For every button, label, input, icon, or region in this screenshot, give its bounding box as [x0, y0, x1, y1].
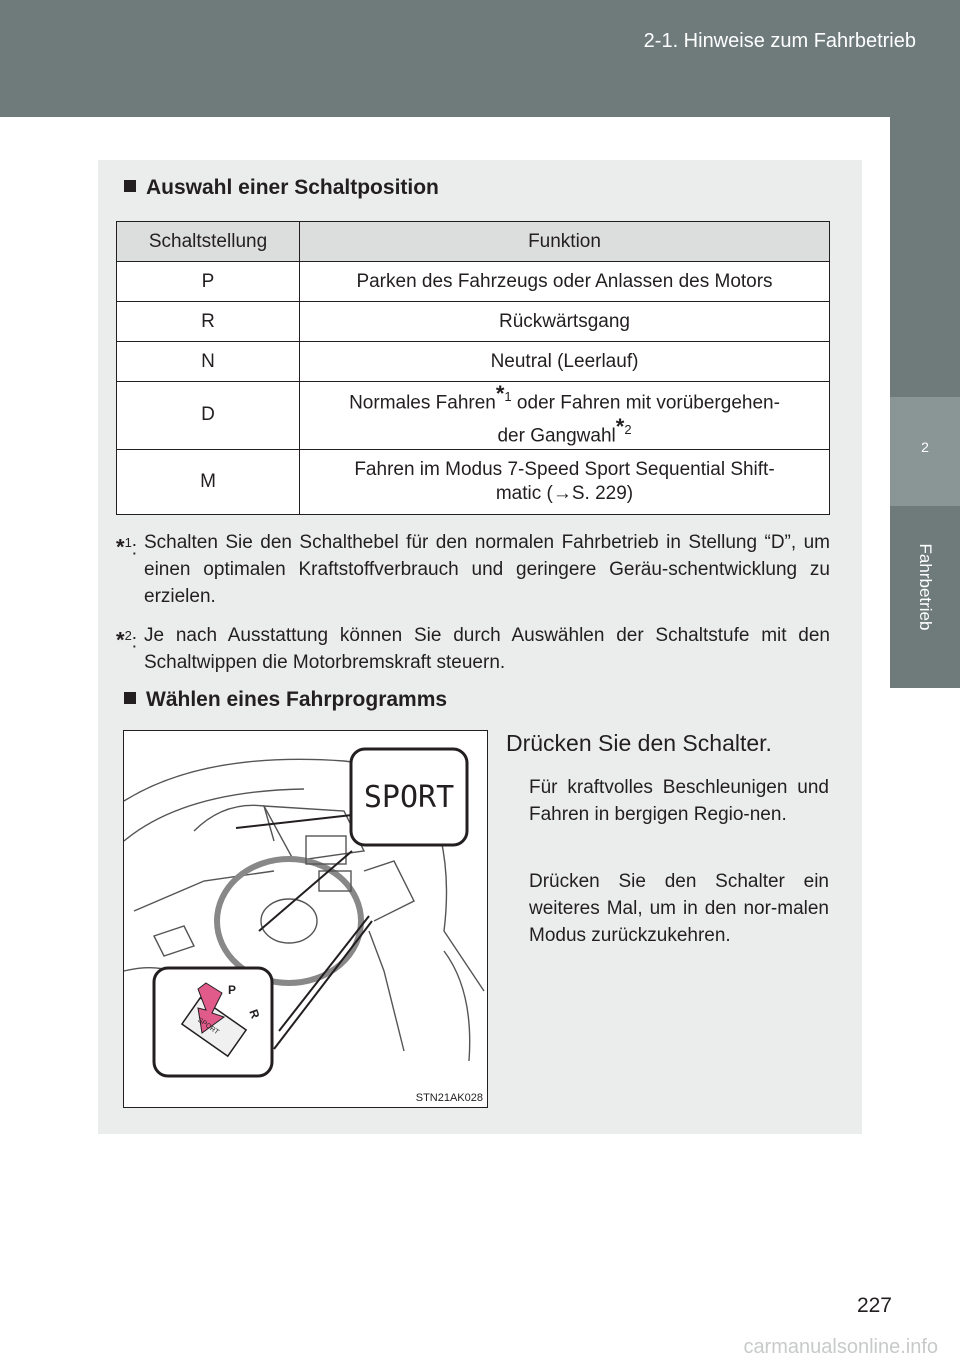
footnote-2	[116, 622, 830, 676]
table-header-row	[117, 222, 830, 262]
function-text: oder Fahren mit vorübergehen-	[511, 392, 780, 414]
footnote-marker: *$^2$:	[116, 627, 138, 653]
table-row	[117, 302, 830, 342]
chapter-label: Fahrbetrieb	[916, 543, 935, 631]
page-number: 227	[856, 1294, 892, 1317]
letter-p: P	[228, 983, 237, 997]
function-text: Normales Fahren	[349, 392, 496, 414]
section-heading-text: Auswahl einer Schaltposition	[146, 176, 439, 199]
sport-label: SPORT	[363, 779, 455, 815]
chapter-title: 2-1. Hinweise zum Fahrbetrieb	[643, 30, 916, 52]
cell-function	[300, 382, 830, 450]
table-row	[117, 449, 830, 514]
footnote-star-icon: *	[116, 534, 125, 560]
cell-function	[300, 449, 830, 514]
table-row	[117, 342, 830, 382]
step-paragraph-2: Drücken Sie den Schalter ein weiteres Mal, um in den nor-malen Modus zurückzukehren.	[529, 871, 829, 946]
footnote-ref: 2	[624, 422, 632, 438]
footnote-star-icon: *	[116, 627, 125, 653]
watermark-footer	[0, 1330, 960, 1362]
footnote-1	[116, 529, 830, 610]
footnote-ref: 1	[504, 389, 512, 404]
content-panel	[98, 160, 862, 1134]
illustration-code: STN21AK028	[415, 1092, 483, 1104]
section-heading-shift-position	[124, 176, 439, 200]
step-title: Drücken Sie den Schalter.	[506, 730, 772, 756]
footnote-number: 1	[124, 535, 132, 550]
page-ref-link[interactable]: S. 229)	[571, 482, 634, 504]
function-text: matic (	[495, 482, 553, 504]
function-text: der Gangwahl	[497, 425, 616, 447]
footnote-star-icon: *	[615, 414, 625, 440]
step-paragraph-1: Für kraftvolles Beschleunigen und Fahren in bergigen Regio-nen.	[529, 777, 829, 825]
cell-position: N	[117, 342, 300, 382]
watermark-text: carmanualsonline.info	[743, 1336, 938, 1358]
table-row	[117, 382, 830, 450]
footnote-star-icon: *	[495, 381, 505, 406]
cell-position: D	[117, 382, 300, 450]
column-header-function: Funktion	[300, 222, 830, 262]
function-text: Fahren im Modus 7-Speed Sport Sequential Shift-	[354, 458, 775, 480]
cell-position: R	[117, 302, 300, 342]
sport-switch-illustration	[123, 730, 488, 1108]
cell-position: P	[117, 262, 300, 302]
square-bullet-icon	[124, 692, 136, 704]
chapter-side-tab	[890, 117, 960, 688]
cell-position: M	[117, 449, 300, 514]
square-bullet-icon	[124, 180, 136, 192]
cell-function: Neutral (Leerlauf)	[300, 342, 830, 382]
footnote-text: Schalten Sie den Schalthebel für den normalen Fahrbetrieb in Stellung “D”, um einen optimalen Kraftstoffverbrauch und geringere Geräu-schentwicklung zu erzielen.	[144, 532, 830, 607]
table-row	[117, 262, 830, 302]
footnote-marker: *$^1$:	[116, 534, 138, 560]
section-heading-text: Wählen eines Fahrprogramms	[146, 688, 448, 711]
footnote-number: 2	[124, 628, 132, 643]
chapter-number: 2	[921, 439, 929, 455]
letter-r: R	[246, 1007, 263, 1021]
page-ref-arrow-icon: →	[552, 482, 572, 504]
chapter-number-box	[890, 397, 960, 506]
shift-position-table	[116, 221, 830, 515]
cell-function: Rückwärtsgang	[300, 302, 830, 342]
section-heading-drive-mode	[124, 688, 447, 712]
column-header-position: Schaltstellung	[117, 222, 300, 262]
page-header	[0, 0, 960, 117]
small-sport-label: SPORT	[196, 1016, 220, 1037]
cell-function: Parken des Fahrzeugs oder Anlassen des Motors	[300, 262, 830, 302]
footnote-text: Je nach Ausstattung können Sie durch Auswählen der Schaltstufe mit den Schaltwippen die Motorbremskraft steuern.	[144, 625, 830, 673]
